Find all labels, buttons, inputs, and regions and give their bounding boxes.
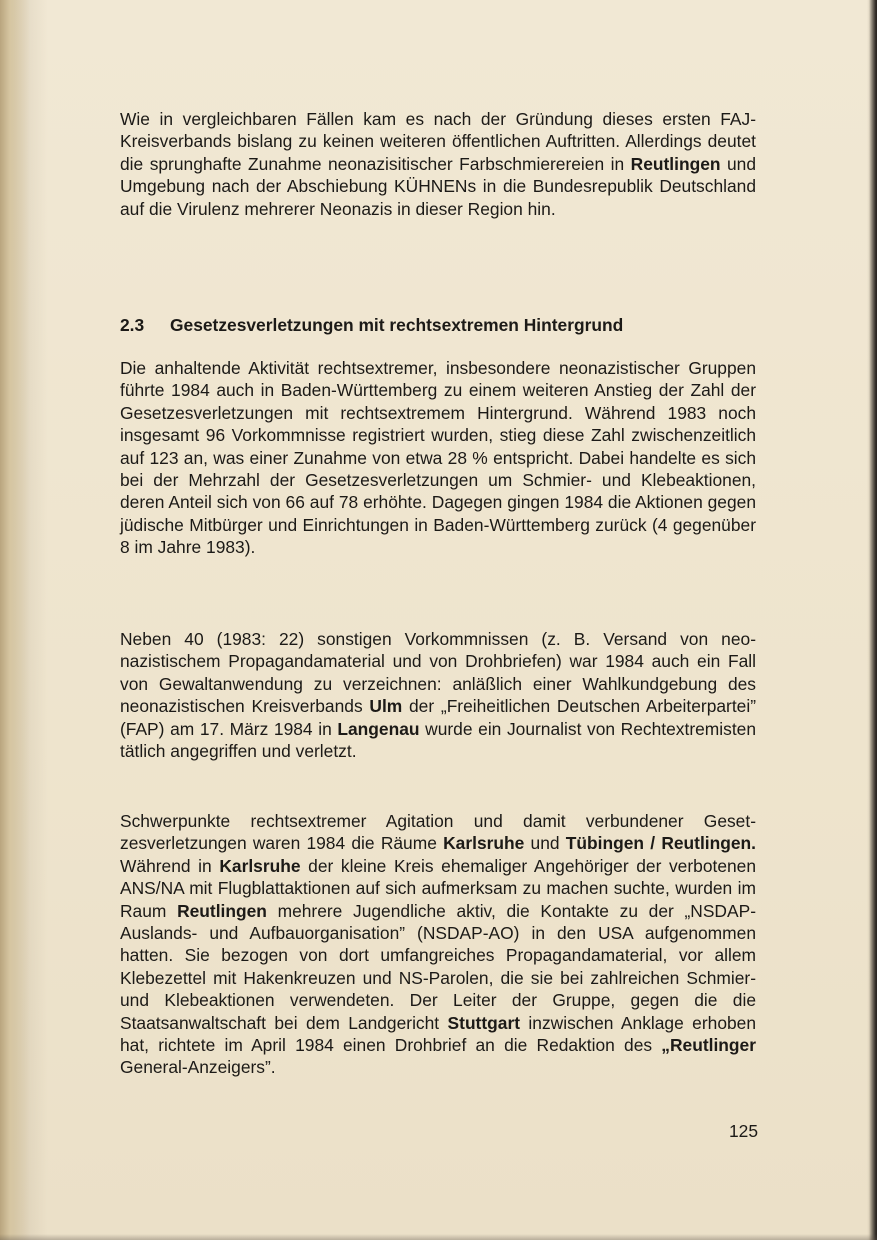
page-number: 125 bbox=[728, 1121, 758, 1141]
paragraph-faj-kreisverband bbox=[120, 108, 756, 220]
text-run: wurde ein Journalist von Rechtextremisten tätlich angegriffen und verletzt. bbox=[120, 718, 756, 762]
bold-place-name: Reutlingen bbox=[630, 153, 721, 174]
section-title: Gesetzesverletzungen mit rechtsextremen Hintergrund bbox=[170, 315, 624, 335]
bold-place-name: Stuttgart bbox=[447, 1012, 520, 1033]
text-run: der „Freiheitlichen Deutschen Arbeiterpartei” (FAP) am 17. März 1984 in bbox=[120, 696, 756, 739]
section-number: 2.3 bbox=[120, 315, 145, 335]
text-run: mehrere Jugendliche aktiv, die Kontakte zu der „NSDAP-Auslands- und Aufbauorganisation” (NSDAP-AO) in den USA aufgenommen hatten. Sie bezogen von dort umfangreiches Propagandamaterial, vor allem Klebezettel mit Hakenkreuzen und NS-Parolen, die sie bei zahlreichen Schmier- und Klebeaktionen verwendeten. Der Leiter der Gruppe, gegen die die Staatsanwaltschaft bei dem Landgericht bbox=[120, 900, 756, 1033]
text-run: Schwerpunkte rechtsextremer Agitation und damit verbundener Gesetzesverletzungen waren 1984 die Räume bbox=[120, 811, 756, 854]
bold-place-name: Karlsruhe bbox=[443, 833, 525, 854]
text-run: General-Anzeigers”. bbox=[120, 1057, 276, 1078]
page-bottom-edge bbox=[0, 1234, 877, 1240]
text-run: der kleine Kreis ehemaliger Angehöriger der verbotenen ANS/NA mit Flugblattaktionen auf sich aufmerksam zu machen suchte, wurden im Raum bbox=[120, 855, 757, 921]
paragraph-statistics bbox=[120, 357, 756, 559]
page-right-edge bbox=[869, 0, 877, 1240]
book-binding-shadow bbox=[0, 0, 30, 1240]
text-run: Die anhaltende Aktivität rechtsextremer, insbesondere neonazistischer Gruppen führte 1984 auch in Baden-Württemberg zu einem weiteren Anstieg der Zahl der Gesetzesverletzungen mit rechtsextremem Hintergrund. Während 1983 noch insgesamt 96 Vorkommnisse registriert wurden, stieg diese Zahl zwischenzeitlich auf 123 an, was einer Zunahme von etwa 28 % entspricht. Dabei handelte es sich bei der Mehrzahl der Gesetzesverletzungen um Schmier- und Klebeaktionen, deren Anteil sich von 66 auf 78 erhöhte. Dagegen gingen 1984 die Aktionen gegen jüdische Mitbürger und Einrichtungen in Baden-Württemberg zurück (4 gegenüber 8 im Jahre 1983). bbox=[120, 358, 756, 558]
bold-place-name: Reutlingen bbox=[177, 900, 267, 921]
section-heading bbox=[120, 314, 760, 336]
paragraph-focus-regions bbox=[120, 810, 756, 1079]
paragraph-violence bbox=[120, 628, 756, 762]
text-run: Neben 40 (1983: 22) sonstigen Vorkommnissen (z. B. Versand von neonazistischem Propagandamaterial und von Drohbriefen) war 1984 auch ein Fall von Gewaltanwendung zu verzeichnen: anläßlich einer Wahlkundgebung des neonazistischen Kreisverbands bbox=[120, 629, 756, 717]
text-run: Während in bbox=[120, 855, 220, 876]
text-run: inzwischen Anklage erhoben hat, richtete im April 1984 einen Drohbrief an die Redaktion des bbox=[120, 1012, 757, 1056]
text-run: und bbox=[524, 833, 566, 854]
text-run: und Umgebung nach der Abschiebung KÜHNENs in die Bundesrepublik Deutschland auf die Virulenz mehrerer Neonazis in dieser Region hin. bbox=[120, 153, 756, 219]
bold-place-name: Langenau bbox=[337, 718, 420, 739]
bold-place-name: Ulm bbox=[369, 696, 403, 717]
text-run: Wie in vergleichbaren Fällen kam es nach der Gründung dieses ersten FAJ-Kreisverbands bislang zu keinen weiteren öffentlichen Auftritten. Allerdings deutet die sprunghafte Zunahme neonazisitischer Farbschmierereien in bbox=[120, 109, 756, 174]
bold-place-name: Tübingen / Reutlingen. bbox=[565, 833, 757, 854]
bold-place-name: „Reutlinger bbox=[661, 1035, 756, 1056]
bold-place-name: Karlsruhe bbox=[219, 855, 301, 876]
